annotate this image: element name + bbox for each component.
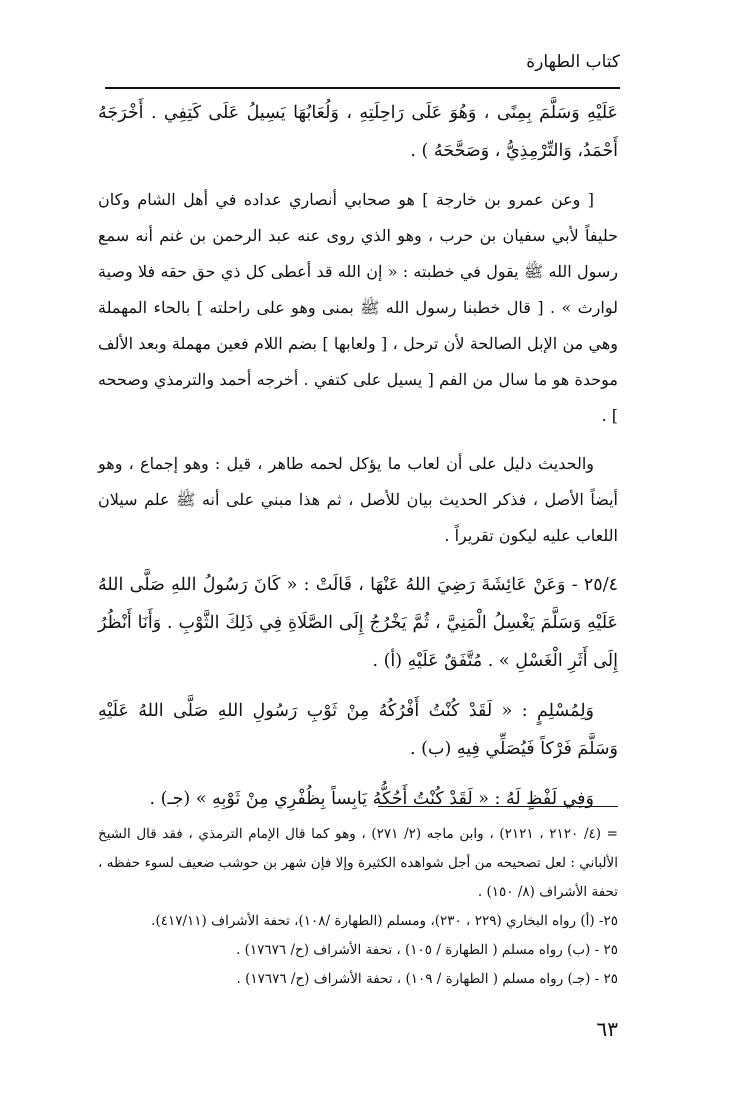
hadith-paragraph: وَفِي لَفْظٍ لَهُ : « لَقَدْ كُنْتُ أَحُكُّهُ يَابِساً بِظُفْرِي مِنْ ثَوْبِهِ » (جـ) .: [149, 789, 594, 809]
hadith-paragraph: وَلِمُسْلِمٍ : « لَقَدْ كُنْتُ أَفْرُكُهُ مِنْ ثَوْبِ رَسُولِ اللهِ صَلَّى اللهُ عَلَيْهِ وَسَلَّمَ فَرْكاً فَيُصَلِّي فِيهِ (ب) .: [98, 701, 618, 759]
footnote-rule: [378, 806, 618, 807]
commentary-paragraph: [ وعن عمرو بن خارجة ] هو صحابي أنصاري عداده في أهل الشام وكان حليفاً لأبي سفيان بن حرب ، وهو الذي روى عنه عبد الرحمن بن غنم أنه سمع رسول الله ﷺ يقول في خطبته : « إن الله قد أعطى كل ذي حق حقه فلا وصية لوارث » . [ قال خطبنا رسول الله ﷺ بمنى وهو على راحلته ] بالحاء المهملة وهي من الإبل الصالحة لأن ترحل ، [ ولعابها ] بضم اللام فعين مهملة وبعد الألف موحدة هو ما سال من الفم [ يسيل على كتفي . أخرجه أحمد والترمذي وصححه ] .: [98, 190, 619, 425]
footnote: ٢٥ - (جـ) رواه مسلم ( الطهارة / ١٠٩) ، تحفة الأشراف (ح/ ١٧٦٧٦) .: [236, 971, 618, 987]
footnote: ٢٥ - (ب) رواه مسلم ( الطهارة / ١٠٥) ، تحفة الأشراف (ح/ ١٧٦٧٦) .: [236, 942, 618, 958]
header-rule: [105, 87, 620, 89]
running-head: كتاب الطهارة: [526, 52, 620, 72]
hadith-continuation: عَلَيْهِ وَسَلَّمَ بِمِنًى ، وَهُوَ عَلَى رَاحِلَتِهِ ، وَلُعَابُهَا يَسِيلُ عَلَى كَتِفِي . أَخْرَجَهُ أَحْمَدُ، وَالتِّرْمِذِيُّ ، وَصَحَّحَهُ ) .: [98, 103, 618, 161]
hadith-paragraph: ٢٥/٤ - وَعَنْ عَائِشَةَ رَضِيَ اللهُ عَنْهَا ، قَالَتْ : « كَانَ رَسُولُ اللهِ صَلَّى اللهُ عَلَيْهِ وَسَلَّمَ يَغْسِلُ الْمَنِيَّ ، ثُمَّ يَخْرُجُ إِلَى الصَّلَاةِ فِي ذَلِكَ الثَّوْبِ . وَأَنَا أَنْظُرُ إِلَى أَثَرِ الْغَسْلِ » . مُتَّفَقٌ عَلَيْهِ (أ) .: [98, 575, 618, 671]
footnote: ٢٥- (أ) رواه البخاري (٢٢٩ ، ٢٣٠)، ومسلم (الطهارة /١٠٨)، تحفة الأشراف (٤١٧/١١).: [151, 913, 618, 929]
main-text: [98, 94, 618, 830]
footnotes: [98, 820, 618, 994]
footnote: = (٤/ ٢١٢٠ ، ٢١٢١) ، وابن ماجه (٢/ ٢٧١) ، وهو كما قال الإمام الترمذي ، فقد قال الشيخ الألباني : لعل تصحيحه من أجل شواهده الكثيرة وإلا فإن شهر بن حوشب ضعيف لسوء حفظه ، تحفة الأشراف (٨/ ١٥٠) .: [98, 826, 618, 900]
commentary-paragraph: والحديث دليل على أن لعاب ما يؤكل لحمه طاهر ، قيل : وهو إجماع ، وهو أيضاً الأصل ، فذكر الحديث بيان للأصل ، ثم هذا مبني على أنه ﷺ علم سيلان اللعاب عليه ليكون تقريراً .: [98, 454, 618, 545]
page-number: ٦٣: [596, 1017, 618, 1041]
